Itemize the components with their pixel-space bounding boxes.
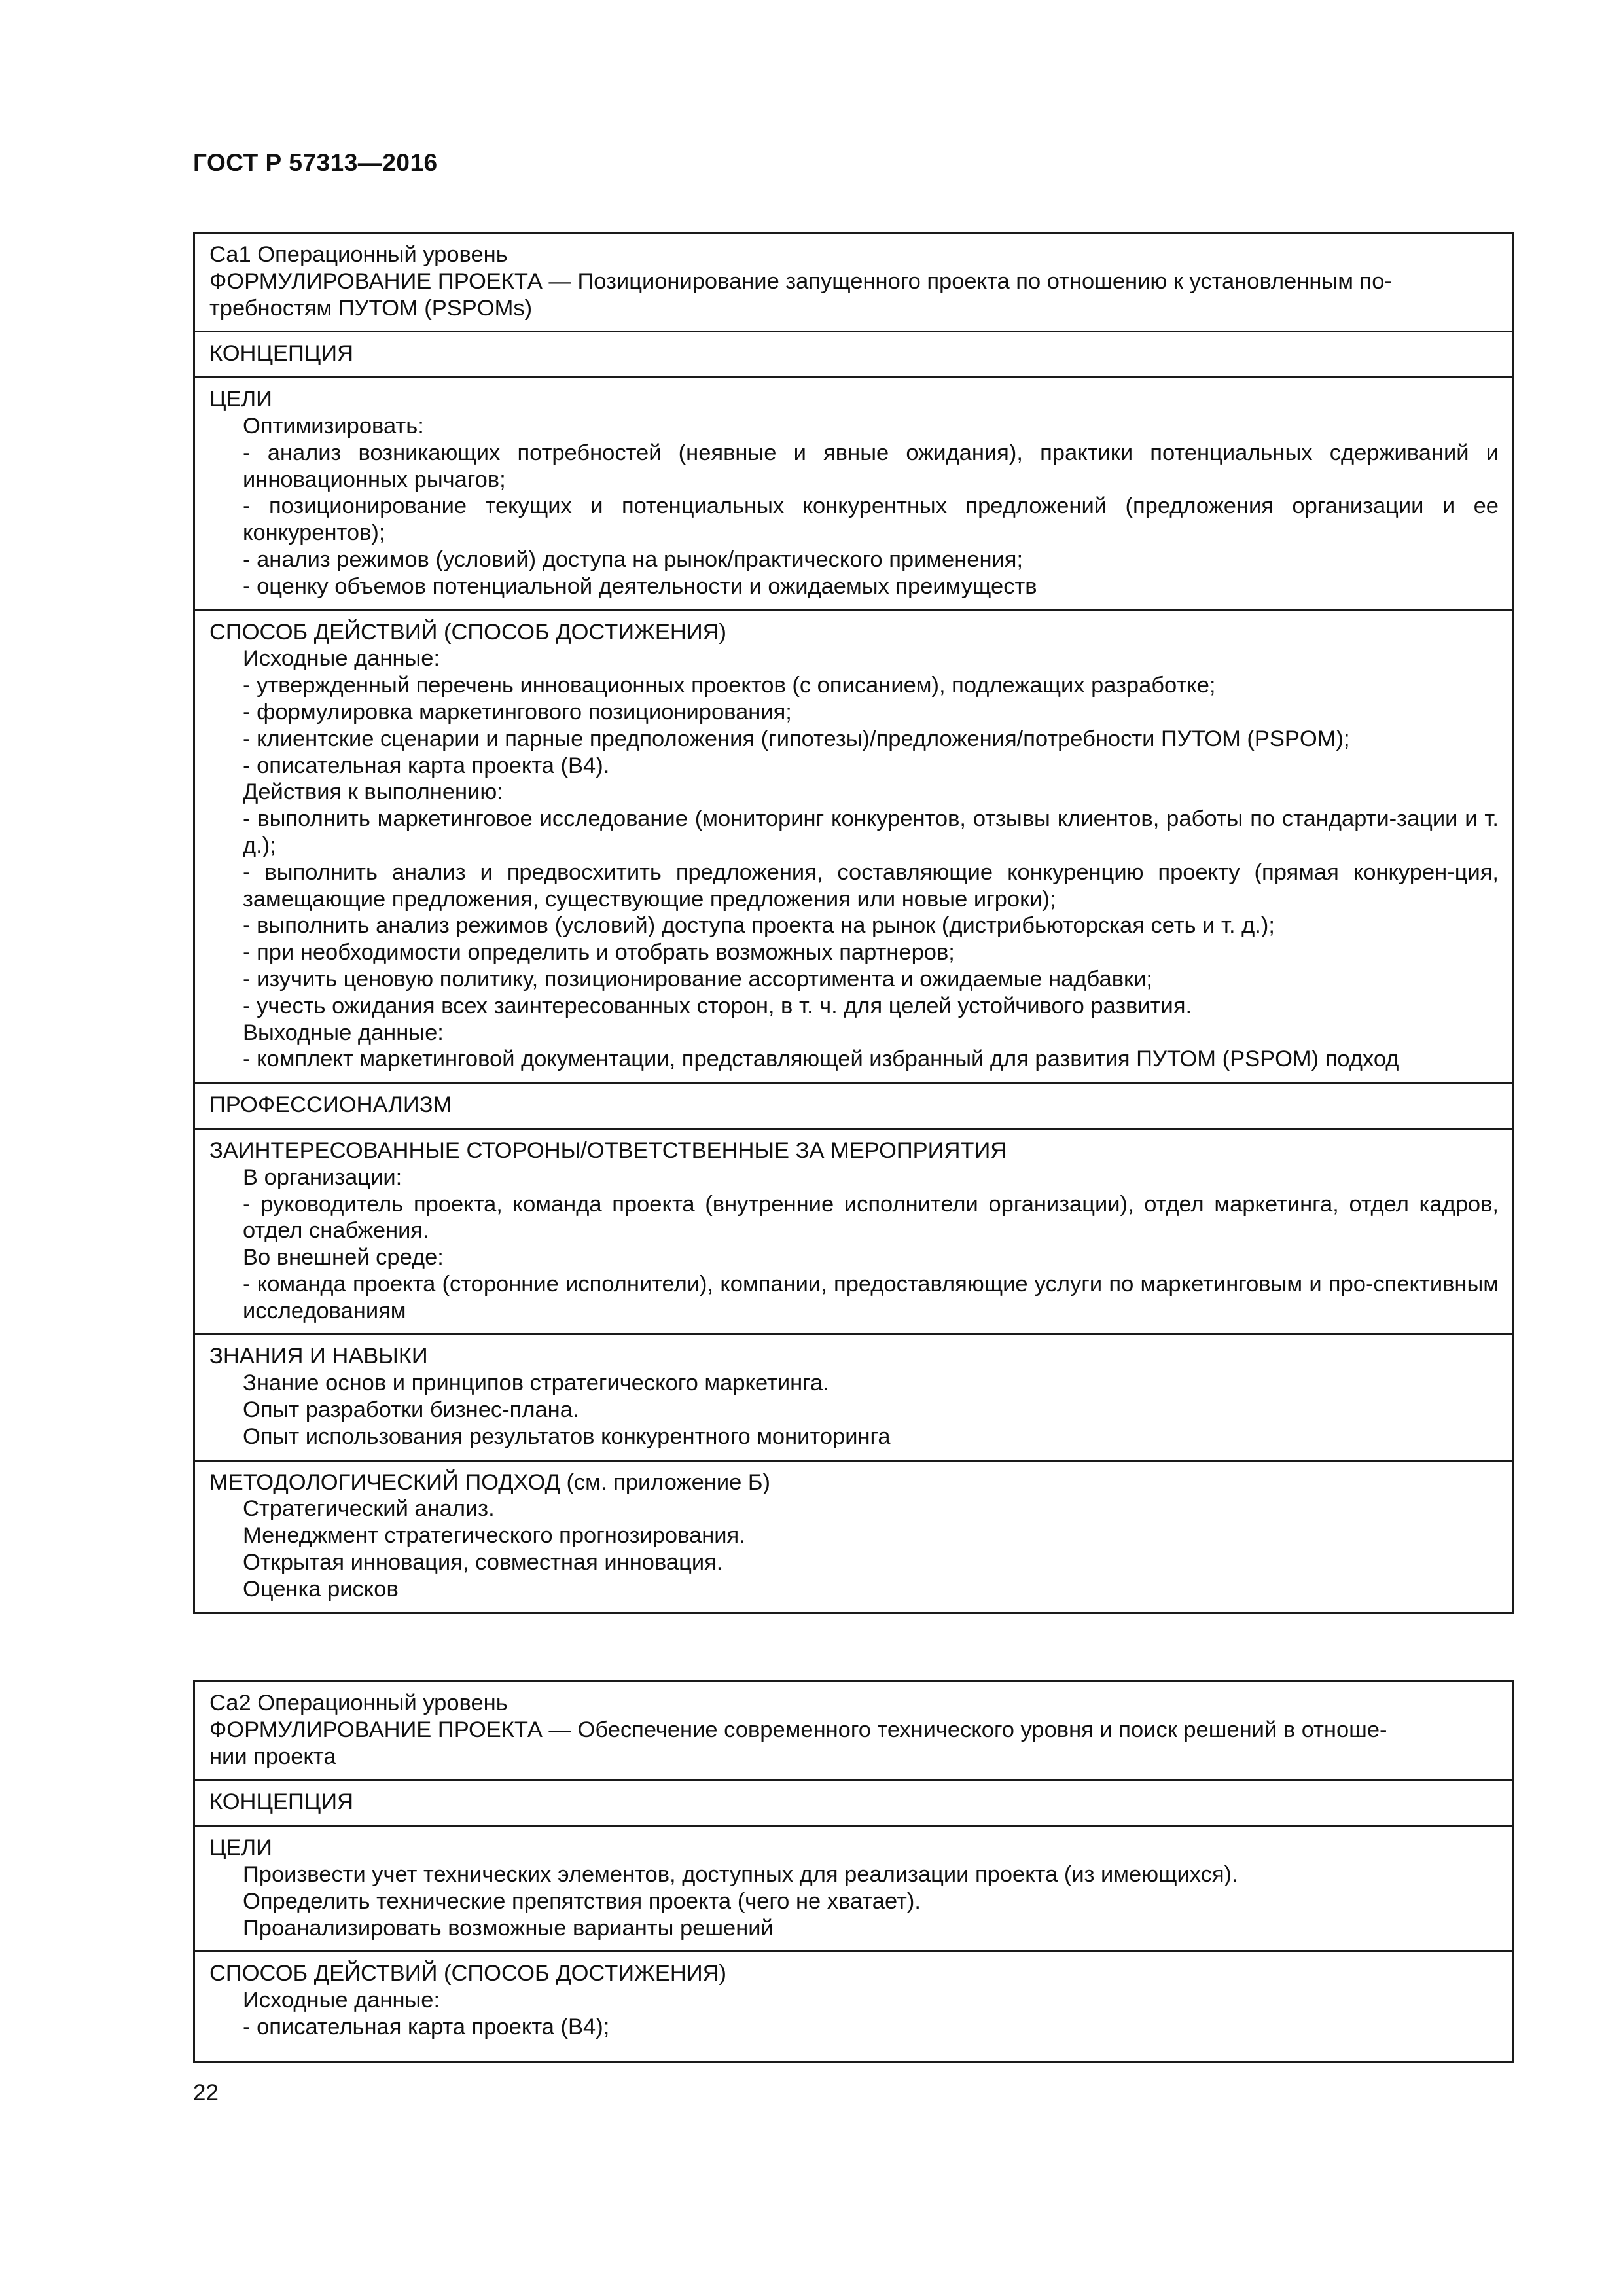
list-item: - анализ режимов (условий) доступа на рынок/практического применения;: [209, 547, 1499, 573]
external-label: Во внешней среде:: [243, 1245, 444, 1270]
method-section: [195, 611, 1512, 1085]
method-heading: СПОСОБ ДЕЙСТВИЙ (СПОСОБ ДОСТИЖЕНИЯ): [209, 619, 727, 645]
text-line: Опыт разработки бизнес-плана.: [243, 1397, 579, 1423]
list-item: - анализ возникающих потребностей (неявные и явные ожидания), практики потенциальных сдерживаний и инновационных рычагов;: [209, 440, 1499, 493]
process-card-ca1: [193, 232, 1514, 1614]
list-item: - комплект маркетинговой документации, представляющей избранный для развития ПУТОМ (PSPOM) подход: [209, 1046, 1499, 1073]
text-line: Открытая инновация, совместная инновация.: [243, 1550, 723, 1575]
list-item: - выполнить анализ и предвосхитить предложения, составляющие конкуренцию проекту (прямая конкурен-ция, замещающие предложения, существующие предложения или новые игроки);: [209, 859, 1499, 913]
professionalism-heading: ПРОФЕССИОНАЛИЗМ: [209, 1092, 452, 1118]
concept-heading: КОНЦЕПЦИЯ: [209, 1789, 354, 1815]
method-section: [195, 1952, 1512, 2049]
goals-heading: ЦЕЛИ: [209, 1835, 272, 1861]
list-item: - оценку объемов потенциальной деятельности и ожидаемых преимуществ: [209, 573, 1499, 600]
card-subtitle: ФОРМУЛИРОВАНИЕ ПРОЕКТА — Обеспечение современного технического уровня и поиск решений в отноше- нии проекта: [209, 1717, 1387, 1769]
list-item: - выполнить маркетинговое исследование (мониторинг конкурентов, отзывы клиентов, работы по стандарти-зации и т. д.);: [209, 806, 1499, 859]
text-line: Опыт использования результатов конкурентного мониторинга: [243, 1424, 891, 1449]
method-heading: СПОСОБ ДЕЙСТВИЙ (СПОСОБ ДОСТИЖЕНИЯ): [209, 1961, 727, 1986]
card-title-section: [195, 234, 1512, 332]
list-item: - руководитель проекта, команда проекта (внутренние исполнители организации), отдел маркетинга, отдел кадров, отдел снабжения.: [209, 1191, 1499, 1245]
stakeholders-section: [195, 1130, 1512, 1336]
list-item: - изучить ценовую политику, позиционирование ассортимента и ожидаемые надбавки;: [209, 966, 1499, 993]
actions-label: Действия к выполнению:: [243, 780, 503, 805]
text-line: Знание основ и принципов стратегического маркетинга.: [243, 1371, 829, 1396]
text-line: Оценка рисков: [243, 1576, 399, 1602]
methodology-heading: МЕТОДОЛОГИЧЕСКИЙ ПОДХОД (см. приложение Б): [209, 1469, 771, 1495]
card-title: Са2 Операционный уровень: [209, 1691, 508, 1715]
skills-heading: ЗНАНИЯ И НАВЫКИ: [209, 1344, 428, 1369]
list-item: - позиционирование текущих и потенциальных конкурентных предложений (предложения организации и ее конкурентов);: [209, 493, 1499, 547]
goals-section: [195, 378, 1512, 611]
list-item: - выполнить анализ режимов (условий) доступа проекта на рынок (дистрибьюторская сеть и т. д.);: [209, 912, 1499, 939]
card-title: Са1 Операционный уровень: [209, 242, 508, 267]
concept-heading: КОНЦЕПЦИЯ: [209, 341, 354, 367]
text-line: Проанализировать возможные варианты решений: [243, 1915, 774, 1941]
concept-section: [195, 1781, 1512, 1827]
list-item: - утвержденный перечень инновационных проектов (с описанием), подлежащих разработке;: [209, 672, 1499, 699]
list-item: - формулировка маркетингового позиционирования;: [209, 699, 1499, 726]
outputs-label: Выходные данные:: [243, 1020, 444, 1045]
internal-label: В организации:: [243, 1164, 402, 1190]
list-item: - клиентские сценарии и парные предположения (гипотезы)/предложения/потребности ПУТОМ (PSPOM);: [209, 726, 1499, 753]
card-title-section: [195, 1682, 1512, 1781]
document-code-header: ГОСТ Р 57313—2016: [193, 149, 438, 176]
inputs-label: Исходные данные:: [243, 1988, 440, 2013]
goals-section: [195, 1827, 1512, 1952]
goals-heading: ЦЕЛИ: [209, 387, 272, 412]
card-subtitle: ФОРМУЛИРОВАНИЕ ПРОЕКТА — Позиционирование запущенного проекта по отношению к установленным по- требностям ПУТОМ (PSPOMs): [209, 268, 1392, 321]
goals-intro: Оптимизировать:: [243, 413, 424, 439]
list-item: - описательная карта проекта (В4);: [209, 2014, 1499, 2041]
concept-section: [195, 332, 1512, 378]
stakeholders-heading: ЗАИНТЕРЕСОВАННЫЕ СТОРОНЫ/ОТВЕТСТВЕННЫЕ ЗА МЕРОПРИЯТИЯ: [209, 1138, 1007, 1163]
process-card-ca2: [193, 1680, 1514, 2063]
list-item: - команда проекта (сторонние исполнители), компании, предоставляющие услуги по маркетинговым и про-спективным исследованиям: [209, 1271, 1499, 1325]
text-line: Определить технические препятствия проекта (чего не хватает).: [243, 1888, 921, 1914]
list-item: - описательная карта проекта (В4).: [209, 753, 1499, 780]
inputs-label: Исходные данные:: [243, 646, 440, 672]
text-line: Произвести учет технических элементов, доступных для реализации проекта (из имеющихся).: [243, 1861, 1238, 1887]
skills-section: [195, 1335, 1512, 1461]
list-item: - учесть ожидания всех заинтересованных сторон, в т. ч. для целей устойчивого развития.: [209, 993, 1499, 1020]
text-line: Менеджмент стратегического прогнозирования.: [243, 1523, 745, 1549]
methodology-section: [195, 1462, 1512, 1612]
list-item: - при необходимости определить и отобрать возможных партнеров;: [209, 939, 1499, 966]
text-line: Стратегический анализ.: [243, 1496, 495, 1522]
page-number: 22: [193, 2080, 219, 2106]
professionalism-section: [195, 1084, 1512, 1130]
